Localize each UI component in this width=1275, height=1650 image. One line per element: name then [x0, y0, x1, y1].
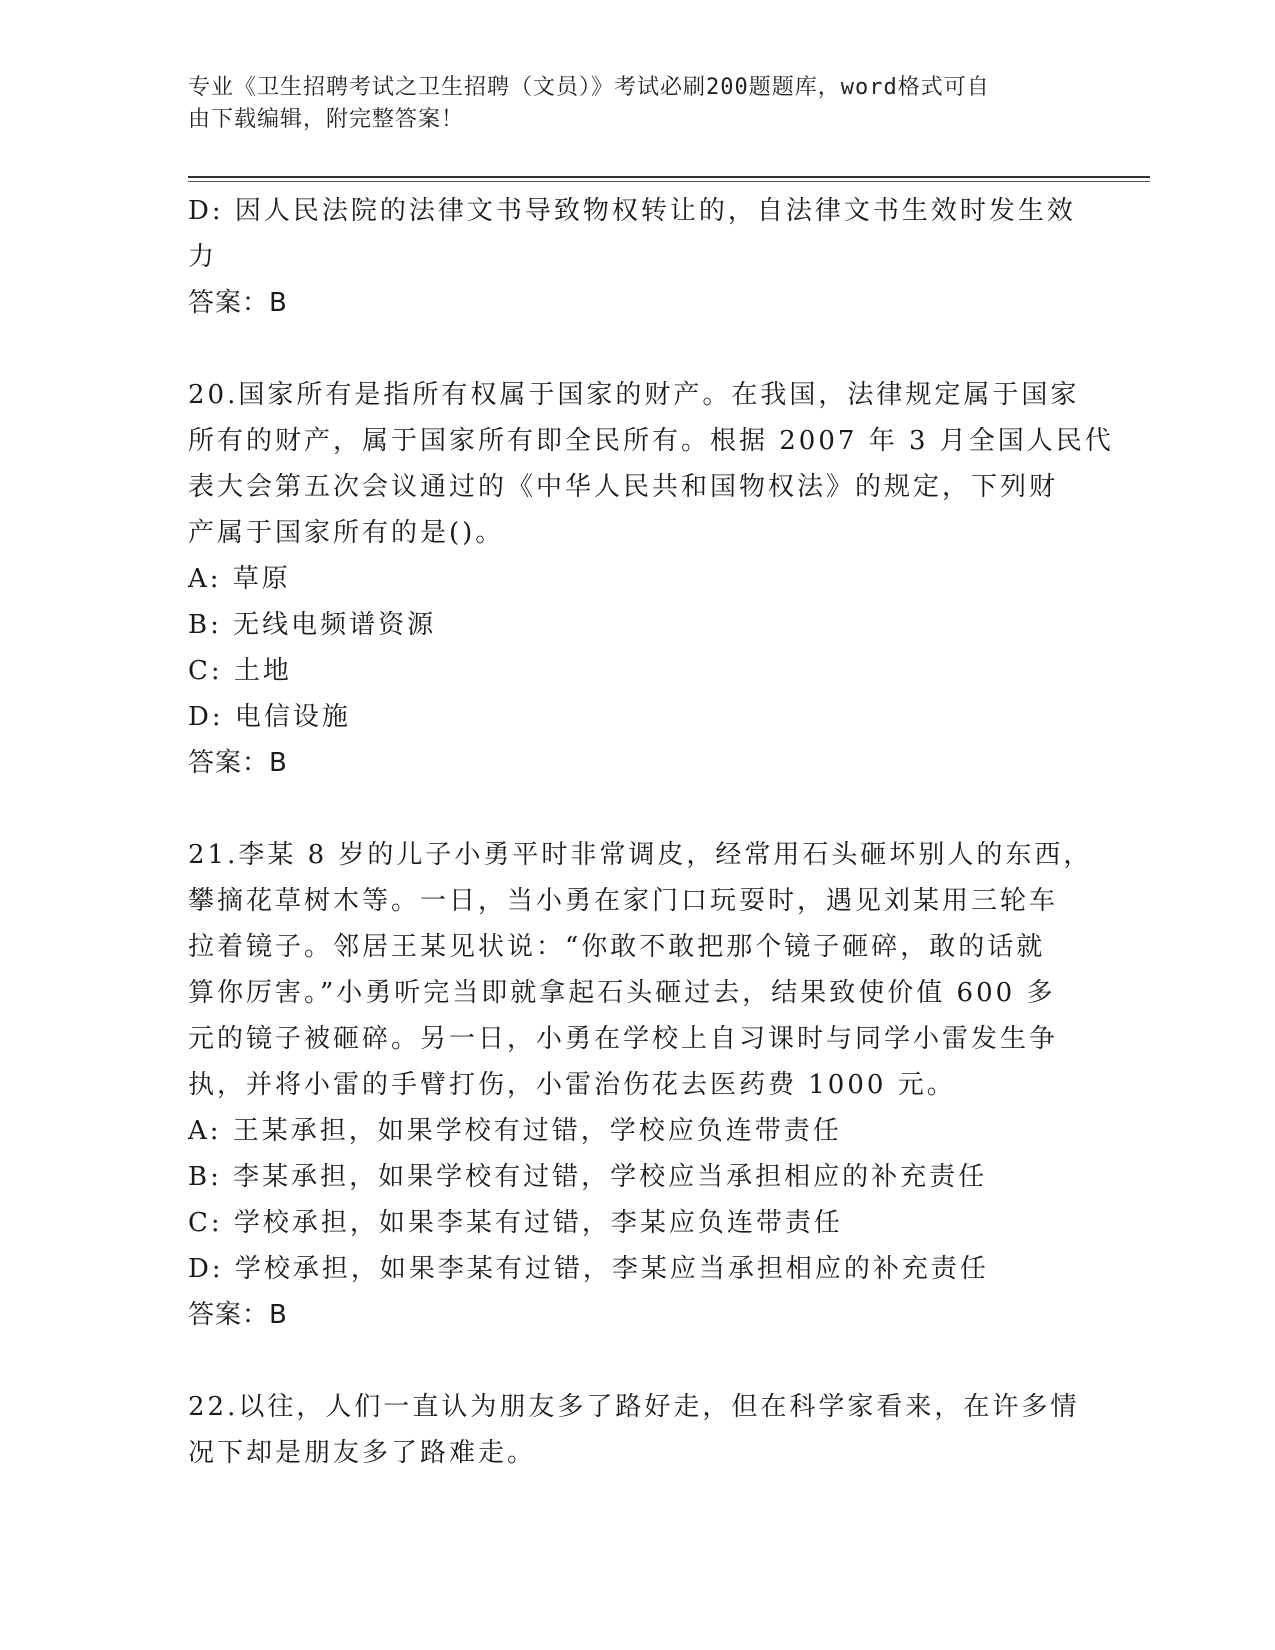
previous-question-tail [188, 188, 1088, 326]
option-c: C: 土地 [188, 656, 292, 686]
question-stem-line: 算你厉害。”小勇听完当即就拿起石头砸过去，结果致使价值 600 多 [188, 978, 1056, 1008]
header-line-1: 专业《卫生招聘考试之卫生招聘（文员）》考试必刷200题题库，word格式可自 [188, 75, 990, 100]
question-stem-line: 元的镜子被砸碎。另一日，小勇在学校上自习课时与同学小雷发生争 [188, 1024, 1059, 1054]
question-stem-line: 21.李某 8 岁的儿子小勇平时非常调皮，经常用石头砸坏别人的东西， [188, 840, 1093, 870]
answer-line: 答案：B [188, 748, 288, 778]
question-stem-line: 产属于国家所有的是()。 [188, 518, 505, 548]
question-stem-line: 20.国家所有是指所有权属于国家的财产。在我国，法律规定属于国家 [188, 380, 1080, 410]
header-divider [188, 176, 1150, 178]
question-20 [188, 372, 1114, 786]
question-stem-line: 况下却是朋友多了路难走。 [188, 1438, 537, 1468]
question-stem-line: 22.以往，人们一直认为朋友多了路好走，但在科学家看来，在许多情 [188, 1392, 1080, 1422]
document-body [188, 188, 1114, 1476]
question-stem-line: 拉着镜子。邻居王某见状说：“你敢不敢把那个镜子砸碎，敢的话就 [188, 932, 1046, 962]
option-d-continuation: 力 [188, 242, 218, 272]
header-line-2: 由下载编辑，附完整答案！ [188, 107, 465, 132]
question-22 [188, 1384, 1088, 1476]
option-c: C: 学校承担，如果李某有过错，李某应负连带责任 [188, 1208, 843, 1238]
option-d: D: 电信设施 [188, 702, 351, 732]
spacer [188, 786, 1088, 832]
question-21 [188, 832, 1093, 1338]
spacer [188, 1338, 1088, 1384]
option-a: A: 王某承担，如果学校有过错，学校应负连带责任 [188, 1116, 842, 1146]
header-divider-thin [188, 181, 1150, 182]
question-stem-line: 攀摘花草树木等。一日，当小勇在家门口玩耍时，遇见刘某用三轮车 [188, 886, 1059, 916]
question-stem-line: 所有的财产，属于国家所有即全民所有。根据 2007 年 3 月全国人民代 [188, 426, 1114, 456]
option-b: B: 无线电频谱资源 [188, 610, 437, 640]
question-stem-line: 表大会第五次会议通过的《中华人民共和国物权法》的规定，下列财 [188, 472, 1059, 502]
page-header [188, 72, 1088, 136]
option-d-line: D: 因人民法院的法律文书导致物权转让的，自法律文书生效时发生效 [188, 196, 1076, 226]
option-d: D: 学校承担，如果李某有过错，李某应当承担相应的补充责任 [188, 1254, 989, 1284]
answer-line: 答案：B [188, 288, 288, 318]
spacer [188, 326, 1088, 372]
option-b: B: 李某承担，如果学校有过错，学校应当承担相应的补充责任 [188, 1162, 988, 1192]
question-stem-line: 执，并将小雷的手臂打伤，小雷治伤花去医药费 1000 元。 [188, 1070, 956, 1100]
option-a: A: 草原 [188, 564, 291, 594]
answer-line: 答案：B [188, 1300, 288, 1330]
